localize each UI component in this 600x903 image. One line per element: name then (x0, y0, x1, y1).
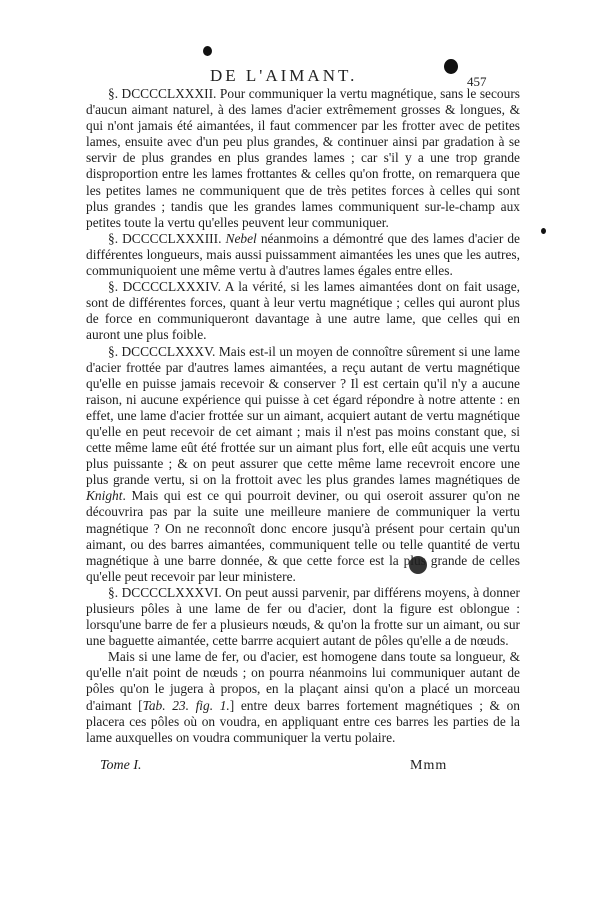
paragraph-986-continued (86, 649, 520, 746)
section-number: §. DCCCCLXXXIII. (108, 230, 222, 246)
paragraph-text: . Mais qui est ce qui pourroit deviner, ou qui oseroit assurer qu'on ne découvrira pas par la suite une meilleure maniere de communiquer la vertu magnétique ? On ne reconnoît donc encore jusqu'à présent pour certain qu'un aimant, ou des barres aimantées, communiquent telle ou telle quantité de vertu magnétique à une barre donnée, & que cette force est la plus grande de celles qu'elle peut recevoir par leur ministere. (86, 488, 520, 584)
paragraph-text: Mais est-il un moyen de connoître sûrement si une lame d'acier frottée par d'autres lames aimantées, a reçu autant de vertu magnétique qu'elle en puisse jamais recevoir & conserver ? Il est certain qu'il n'y a aucune raison, ni aucune expérience qui puisse à cet égard répondre à notre attente : en effet, une lame d'acier frottée sur un aimant, acquiert autant de vertu magnétique qu'elle en peut recevoir de cet aimant ; mais il n'est pas moins constant que, si cette même lame eût été frottée sur un aimant plus fort, elle eût acquis une vertu plus puissante ; & on peut assurer que cette même lame recevroit encore une plus grande vertu, si on la frottoit avec les plus grandes lames magnétiques de (86, 343, 520, 488)
paragraph-986 (86, 585, 520, 649)
page-body (86, 86, 520, 746)
paragraph-982 (86, 86, 520, 231)
paragraph-984 (86, 279, 520, 343)
author-name: Nebel (225, 230, 257, 246)
paragraph-text: Pour communiquer la vertu magnétique, sans le secours d'aucun aimant naturel, à des lames d'acier extrêmement grosses & longues, & qui n'ont jamais été aimantées, il faut commencer par les frotter avec de petites lames, ensuite avec d'un peu plus grandes, & continuer ainsi par gradation à se servir de plus grandes en plus grandes lames ; car s'il y a une trop grande disproportion entre les lames frottantes & celles qu'on frotte, on remarquera que les petites lames ne communiquent que de très petites forces à celles qui sont plus grandes ; tandis que les grandes lames communiquent sur-le-champ aux petites toute la vertu qu'elles peuvent leur communiquer. (86, 86, 520, 230)
section-number: §. DCCCCLXXXV. (108, 343, 216, 359)
volume-label: Tome I. (100, 758, 142, 773)
section-number: §. DCCCCLXXXIV. (108, 279, 221, 295)
paragraph-text: Mais si une lame de fer, ou d'acier, est homogene dans toute sa longueur, & qu'elle n'ait point de nœuds ; on pourra néanmoins lui communiquer autant de pôles qu'on le jugera à propos, en la plaçant ainsi qu'on a placé un morceau d'aimant [ (86, 649, 520, 713)
paragraph-text: néanmoins a démontré que des lames d'acier de différentes longueurs, mais aussi puissamment aimantées les unes que les autres, communiquoient une même vertu à d'autres lames égales entre elles. (86, 230, 521, 279)
page-number: 457 (467, 74, 487, 89)
paragraph-text: ] entre deux barres fortement magnétiques ; & on placera ces pôles où on voudra, en appliquant entre ces barres les parties de la lame auxquelles on voudra communiquer la vertu polaire. (86, 697, 520, 745)
ink-blot-margin (541, 228, 546, 234)
author-name: Knight (86, 488, 123, 504)
section-number: §. DCCCCLXXXVI. (108, 584, 222, 600)
signature-mark: Mmm (410, 758, 448, 773)
paragraph-983 (86, 231, 520, 279)
paragraph-985 (86, 344, 520, 585)
paragraph-text: On peut aussi parvenir, par différens moyens, à donner plusieurs pôles à une lame de fer ou d'acier, dont la figure est oblongue : lorsqu'une barre de fer a plusieurs nœuds, & qu'on la frotte sur un aimant, ou sur une baguette aimantée, cette barrre acquiert autant de pôles qu'elle a de nœuds. (86, 584, 520, 649)
page-footer (0, 758, 600, 780)
section-number: §. DCCCCLXXXII. (108, 86, 217, 101)
figure-reference: Tab. 23. fig. 1. (142, 697, 230, 713)
ink-blot-top (203, 46, 212, 56)
running-title: DE L'AIMANT. (210, 66, 358, 85)
paragraph-text: A la vérité, si les lames aimantées dont on fait usage, sont de différentes forces, quant à leur vertu magnétique ; celles qui auront plus de force en communiqueront davantage à une autre lame, que celles qui en auront une plus foible. (86, 279, 521, 343)
